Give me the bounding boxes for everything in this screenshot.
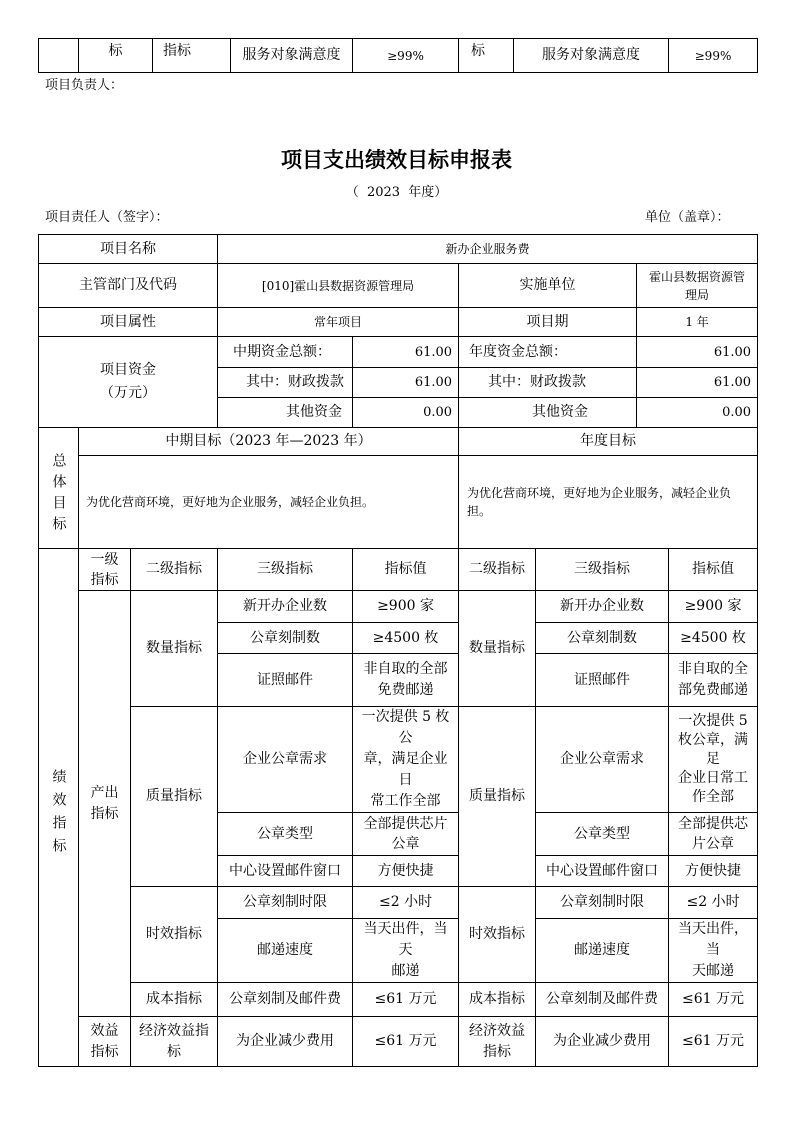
signature-label: 项目责任人（签字）：: [45, 210, 169, 225]
indicator-name: 公章刻制数: [218, 623, 353, 654]
indicator-name: 企业公章需求: [218, 707, 353, 813]
indicator-value-right: 非自取的全 部免费邮递: [669, 654, 758, 707]
cost-indicators-label: 成本指标: [131, 983, 218, 1017]
indicator-value-right: 当天出件，当 天邮递: [669, 919, 758, 983]
project-attribute-label: 项目属性: [39, 308, 218, 337]
indicator-name: 公章类型: [218, 813, 353, 856]
indicator-value-right: 全部提供芯 片公章: [669, 813, 758, 856]
previous-project-owner-label: 项目负责人：: [45, 78, 124, 93]
output-indicators-label: 产出 指标: [79, 591, 131, 1017]
header-level2-right: 二级指标: [459, 549, 536, 591]
indicator-value-right: ≤61 万元: [669, 983, 758, 1017]
indicator-value-right: ≥900 家: [669, 591, 758, 623]
indicator-name: 为企业减少费用: [218, 1017, 353, 1067]
midterm-other-value: 0.00: [353, 398, 459, 428]
indicator-name: 中心设置邮件窗口: [218, 856, 353, 887]
annual-total-value: 61.00: [637, 337, 758, 368]
indicator-name-right: 新开办企业数: [536, 591, 669, 623]
annual-other-value: 0.00: [637, 398, 758, 428]
midterm-goal-header: 中期目标（2023 年—2023 年）: [79, 428, 459, 456]
header-level2: 二级指标: [131, 549, 218, 591]
timeliness-indicators-label-right: 时效指标: [459, 887, 536, 983]
indicator-name: 公章刻制及邮件费: [218, 983, 353, 1017]
annual-goal-header: 年度目标: [459, 428, 758, 456]
header-value-right: 指标值: [669, 549, 758, 591]
fragment-level1-label: 标: [79, 39, 153, 73]
indicator-value: ≥900 家: [353, 591, 459, 623]
annual-other-label: 其他资金: [459, 398, 637, 428]
indicator-name: 证照邮件: [218, 654, 353, 707]
indicator-name-right: 企业公章需求: [536, 707, 669, 813]
fragment-indicator-name-right: 服务对象满意度: [514, 39, 669, 73]
implementing-unit-label: 实施单位: [459, 264, 637, 308]
implementing-unit-value: 霍山县数据资源管 理局: [637, 264, 758, 308]
annual-fiscal-value: 61.00: [637, 368, 758, 398]
fragment-indicator-value-right: ≥99%: [669, 39, 758, 73]
benefit-indicators-label: 效益 指标: [79, 1017, 131, 1067]
indicator-name-right: 中心设置邮件窗口: [536, 856, 669, 887]
project-funds-label: 项目资金 （万元）: [39, 337, 218, 428]
quantity-indicators-label: 数量指标: [131, 591, 218, 707]
indicator-name-right: 公章类型: [536, 813, 669, 856]
indicator-name-right: 邮递速度: [536, 919, 669, 983]
indicator-value: ≥4500 枚: [353, 623, 459, 654]
timeliness-indicators-label: 时效指标: [131, 887, 218, 983]
project-name-value: 新办企业服务费: [218, 235, 758, 264]
midterm-fiscal-value: 61.00: [353, 368, 459, 398]
indicator-value: ≤61 万元: [353, 983, 459, 1017]
midterm-total-value: 61.00: [353, 337, 459, 368]
performance-indicators-cell: [39, 549, 79, 1067]
header-level1: 一级 指标: [79, 549, 131, 591]
annual-goal-text: 为优化营商环境，更好地为企业服务，减轻企业负担。: [459, 456, 758, 549]
indicator-value: 方便快捷: [353, 856, 459, 887]
economic-benefit-label-right: 经济效益 指标: [459, 1017, 536, 1067]
project-name-label: 项目名称: [39, 235, 218, 264]
indicator-name-right: 公章刻制时限: [536, 887, 669, 919]
indicator-value-right: 一次提供 5 枚公章，满足 企业日常工 作全部: [669, 707, 758, 813]
header-level3-right: 三级指标: [536, 549, 669, 591]
overall-goal-label: 总体目标: [50, 453, 67, 537]
annual-total-label: 年度资金总额：: [459, 337, 637, 368]
indicator-name-right: 公章刻制数: [536, 623, 669, 654]
quality-indicators-label: 质量指标: [131, 707, 218, 887]
midterm-goal-text: 为优化营商环境，更好地为企业服务，减轻企业负担。: [79, 456, 459, 549]
indicator-value: ≤2 小时: [353, 887, 459, 919]
midterm-other-label: 其他资金: [218, 398, 353, 428]
fragment-level2-label-right: 标: [459, 39, 514, 73]
header-value: 指标值: [353, 549, 459, 591]
year-line: （ 2023 年度）: [345, 185, 448, 200]
indicator-value-right: ≤2 小时: [669, 887, 758, 919]
cost-indicators-label-right: 成本指标: [459, 983, 536, 1017]
indicator-name-right: 公章刻制及邮件费: [536, 983, 669, 1017]
performance-indicators-label: 绩效指标: [50, 768, 67, 861]
fragment-indicator-name: 服务对象满意度: [231, 39, 353, 73]
indicator-value-right: ≤61 万元: [669, 1017, 758, 1067]
indicator-name: 新开办企业数: [218, 591, 353, 623]
department-label: 主管部门及代码: [39, 264, 218, 308]
fragment-level2-label: 指标: [153, 39, 231, 73]
indicator-value: ≤61 万元: [353, 1017, 459, 1067]
midterm-fiscal-label: 其中：财政拨款: [218, 368, 353, 398]
previous-page-table-fragment: [38, 38, 758, 73]
indicator-value: 全部提供芯片 公章: [353, 813, 459, 856]
indicator-value-right: 方便快捷: [669, 856, 758, 887]
midterm-total-label: 中期资金总额：: [218, 337, 353, 368]
fragment-indicator-value: ≥99%: [353, 39, 459, 73]
indicator-value: 当天出件，当天 邮递: [353, 919, 459, 983]
project-period-value: 1 年: [637, 308, 758, 337]
department-value: [010]霍山县数据资源管理局: [218, 264, 459, 308]
indicator-value: 非自取的全部 免费邮递: [353, 654, 459, 707]
indicator-value-right: ≥4500 枚: [669, 623, 758, 654]
indicator-value: 一次提供 5 枚公 章，满足企业日 常工作全部: [353, 707, 459, 813]
seal-label: 单位（盖章）：: [645, 210, 730, 225]
annual-fiscal-label: 其中：财政拨款: [459, 368, 637, 398]
economic-benefit-label: 经济效益指 标: [131, 1017, 218, 1067]
overall-goal-cell: [39, 428, 79, 549]
indicator-name: 邮递速度: [218, 919, 353, 983]
header-level3: 三级指标: [218, 549, 353, 591]
project-attribute-value: 常年项目: [218, 308, 459, 337]
page-title: 项目支出绩效目标申报表: [281, 148, 512, 172]
indicator-name-right: 证照邮件: [536, 654, 669, 707]
fragment-blank-cell: [39, 39, 79, 73]
indicator-name: 公章刻制时限: [218, 887, 353, 919]
performance-target-form: [38, 234, 758, 1067]
project-period-label: 项目期: [459, 308, 637, 337]
quality-indicators-label-right: 质量指标: [459, 707, 536, 887]
quantity-indicators-label-right: 数量指标: [459, 591, 536, 707]
indicator-name-right: 为企业减少费用: [536, 1017, 669, 1067]
